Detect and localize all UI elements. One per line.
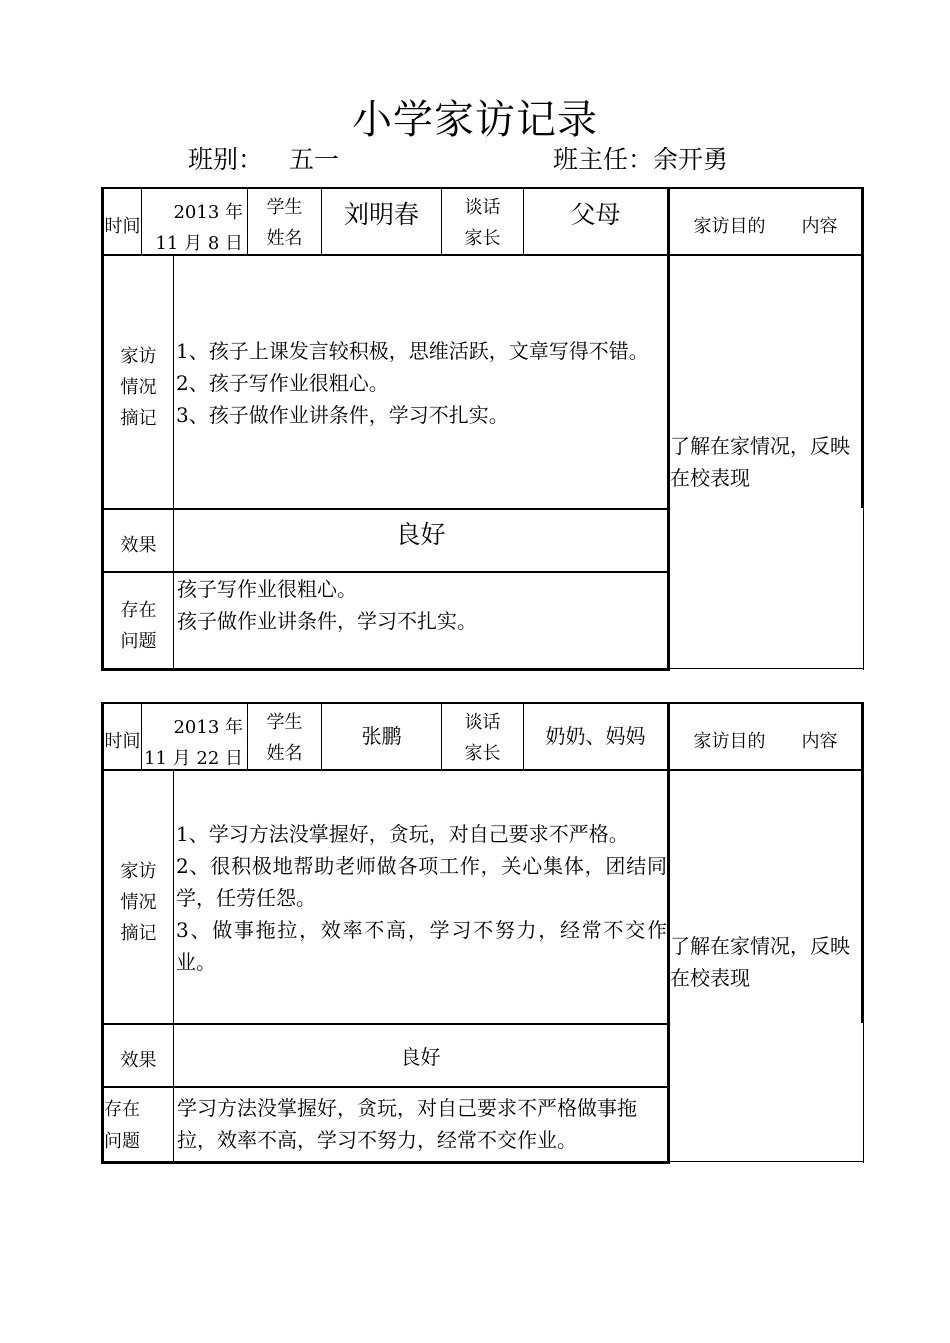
parent-label: 谈话 家长	[464, 712, 501, 764]
problems-label: 存在 问题	[120, 600, 157, 652]
parent-name: 奶奶、妈妈	[545, 724, 646, 748]
date-day: 11 月 8 日	[155, 233, 243, 254]
effect-label: 效果	[120, 534, 157, 556]
class-value: 五一	[289, 145, 340, 174]
student-name: 刘明春	[343, 200, 419, 229]
time-label: 时间	[104, 215, 141, 237]
student-label: 学生 姓名	[266, 712, 303, 764]
notes-label: 家访 情况 摘记	[120, 345, 157, 429]
purpose-text: 了解在家情况，反映在校表现	[670, 434, 850, 490]
notes-label: 家访 情况 摘记	[120, 860, 157, 944]
problems-label: 存在 问题	[104, 1099, 140, 1152]
purpose-header: 家访目的 内容	[693, 215, 838, 237]
date-year: 2013 年	[173, 202, 243, 223]
parent-name: 父母	[570, 200, 621, 229]
effect-label: 效果	[120, 1049, 157, 1071]
visit-record-2	[101, 702, 864, 1165]
date-year: 2013 年	[173, 717, 243, 738]
visit-date	[142, 197, 247, 255]
visit-notes: 1、孩子上课发言较积极，思维活跃，文章写得不错。 2、孩子写作业很粗心。 3、孩子做作业讲条件，学习不扎实。	[176, 339, 649, 427]
teacher-value: 余开勇	[653, 145, 729, 174]
student-name: 张鹏	[361, 724, 402, 748]
purpose-text: 了解在家情况，反映在校表现	[670, 934, 850, 990]
date-day: 11 月 22 日	[144, 748, 243, 769]
visit-record-1	[101, 187, 864, 672]
visit-date	[142, 712, 247, 770]
effect-value: 良好	[400, 1045, 441, 1069]
problems-text: 学习方法没掌握好，贪玩，对自己要求不严格做事拖拉，效率不高，学习不努力，经常不交作业。	[177, 1096, 637, 1152]
class-info	[188, 140, 339, 176]
parent-label: 谈话 家长	[464, 197, 501, 249]
class-label: 班别：	[188, 145, 264, 174]
teacher-info	[553, 140, 728, 176]
time-label: 时间	[104, 730, 141, 752]
purpose-header: 家访目的 内容	[693, 730, 838, 752]
problems-text: 孩子写作业很粗心。 孩子做作业讲条件，学习不扎实。	[177, 577, 477, 633]
student-label: 学生 姓名	[266, 197, 303, 249]
teacher-label: 班主任：	[553, 145, 654, 174]
visit-notes: 1、学习方法没掌握好，贪玩，对自己要求不严格。 2、很积极地帮助老师做各项工作，关心集体，团结同学，任劳任怨。 3、做事拖拉，效率不高，学习不努力，经常不交作业。	[176, 822, 667, 974]
page-title: 小学家访记录	[352, 97, 598, 143]
effect-value: 良好	[395, 520, 446, 549]
